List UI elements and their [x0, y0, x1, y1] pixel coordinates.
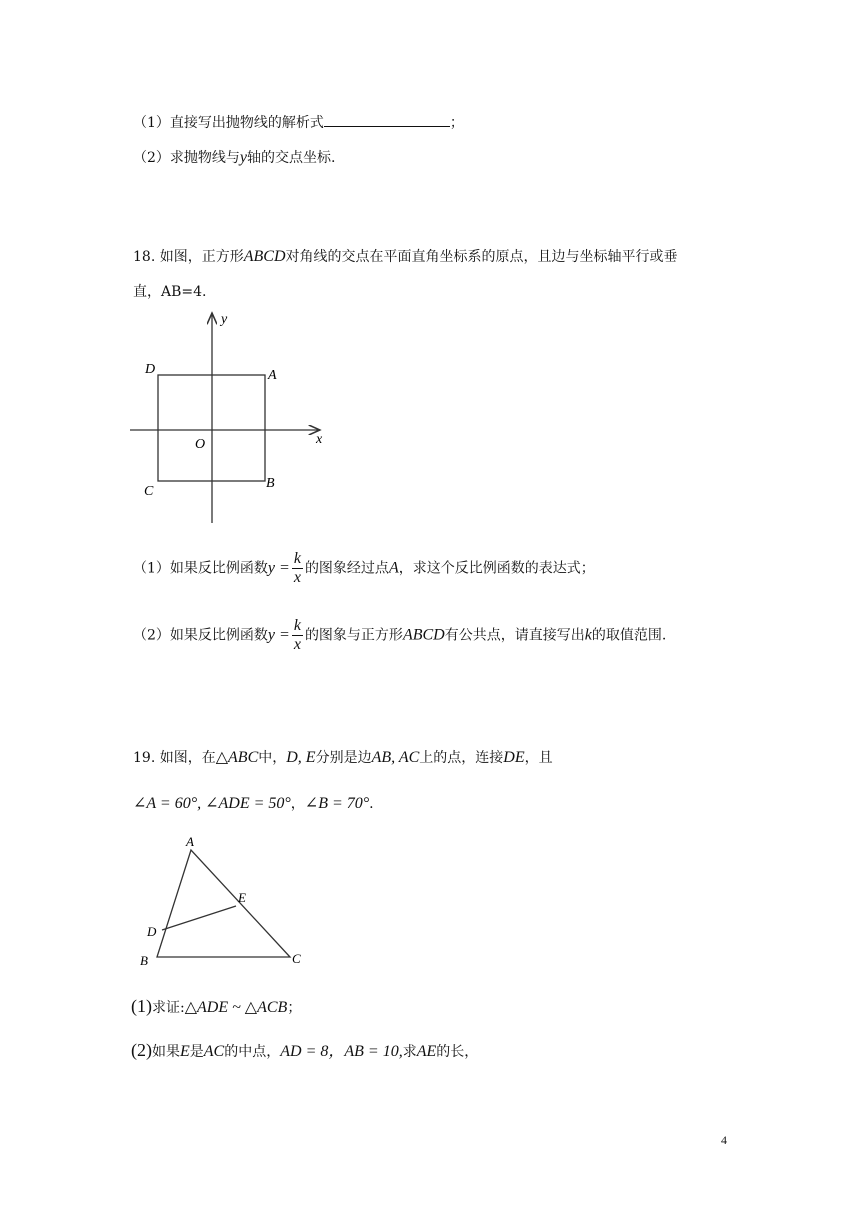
label-d: D — [147, 924, 157, 939]
q19-stem-line2: ∠A = 60°, ∠ADE = 50°，∠B = 70°. — [133, 795, 374, 812]
label-a: A — [186, 834, 194, 849]
label-x: x — [316, 432, 323, 447]
label-a: A — [268, 368, 277, 383]
label-b: B — [266, 476, 275, 491]
label-c: C — [292, 951, 301, 966]
triangle-abc — [157, 850, 290, 957]
q18-part1: （1）如果反比例函数y = $\frac{k}{x}$ 的图象经过点A，求这个反比例函数的表达式； — [133, 550, 595, 586]
label-b: B — [140, 953, 148, 968]
label-e: E — [238, 890, 246, 905]
q17-part2: （2）求抛物线与y轴的交点坐标. — [133, 149, 336, 166]
q19-figure — [130, 832, 320, 972]
q19-part1: (1)求证:△ADE ~ △ACB； — [131, 996, 302, 1016]
q18-stem-line2: 直，AB=4. — [133, 284, 207, 300]
label-d: D — [145, 362, 156, 377]
label-y: y — [221, 312, 228, 327]
q17-part1: （1）直接写出抛物线的解析式 ； — [133, 112, 464, 133]
segment-de — [162, 906, 236, 930]
q18-figure — [120, 305, 340, 530]
answer-blank[interactable] — [324, 112, 450, 127]
q19-part2: (2)如果E是AC的中点，AD = 8，AB = 10,求AE的长， — [131, 1040, 479, 1060]
label-o: O — [195, 437, 206, 452]
page-number: 4 — [721, 1133, 727, 1147]
fraction-k-over-x: $\frac{k}{x}$ — [293, 617, 301, 653]
q18-part2: （2）如果反比例函数y = $\frac{k}{x}$ 的图象与正方形ABCD有公共点，请直接写出k的取值范围. — [133, 617, 667, 653]
q18-stem-line1: 18. 如图，正方形ABCD对角线的交点在平面直角坐标系的原点，且边与坐标轴平行或垂 — [133, 248, 678, 265]
q19-stem-line1: 19. 如图，在△ABC中，D, E分别是边AB, AC上的点，连接DE，且 — [133, 749, 553, 766]
label-c: C — [144, 484, 154, 499]
fraction-k-over-x: $\frac{k}{x}$ — [293, 550, 301, 586]
